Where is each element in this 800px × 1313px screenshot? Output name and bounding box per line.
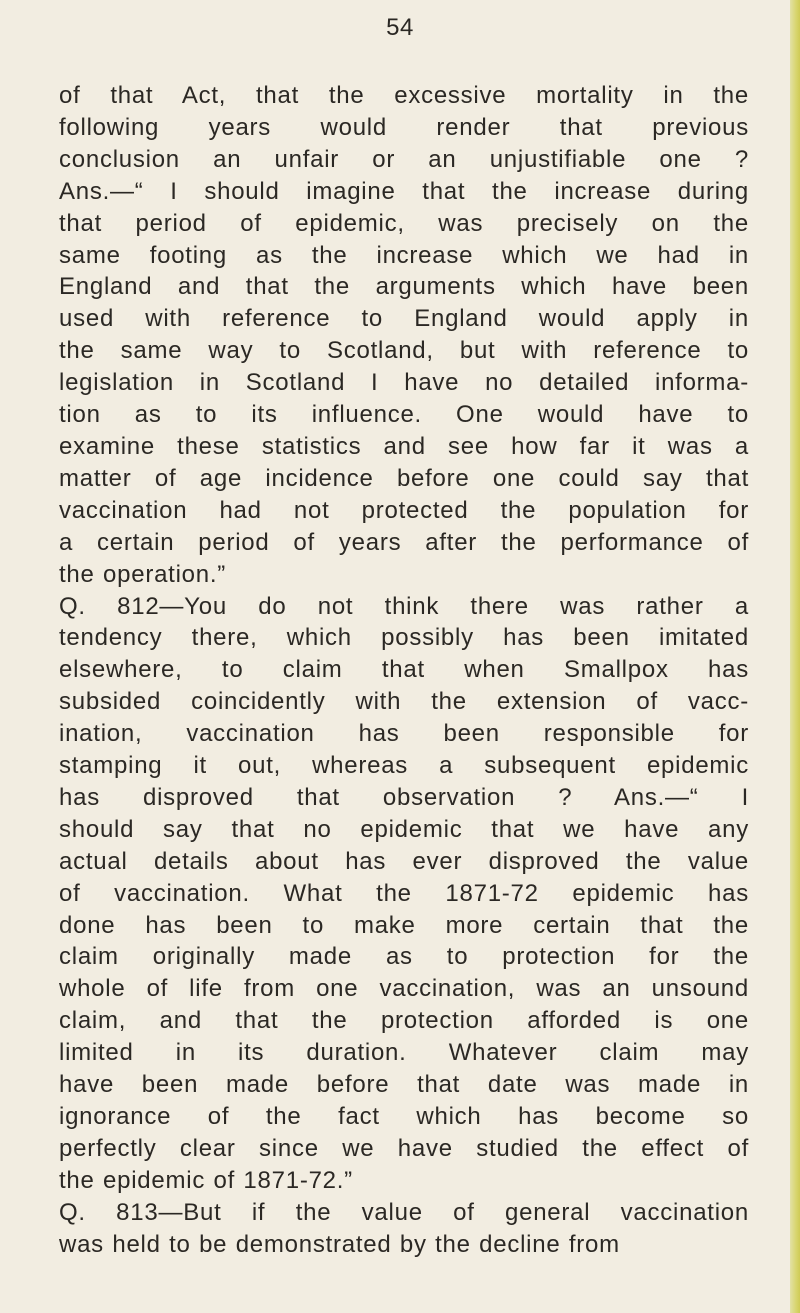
text-line: ination, vaccination has been responsible for: [59, 720, 749, 748]
text-line: matter of age incidence before one could say that: [59, 464, 749, 492]
text-line: conclusion an unfair or an unjustifiable one ?: [59, 145, 749, 173]
text-line: following years would render that previous: [59, 113, 749, 141]
text-line: examine these statistics and see how far it was a: [59, 432, 749, 460]
text-line: England and that the arguments which have been: [59, 273, 749, 301]
text-line: limited in its duration. Whatever claim may: [59, 1039, 749, 1067]
text-line: that period of epidemic, was precisely on the: [59, 209, 749, 237]
page-edge: [790, 0, 800, 1313]
text-line: Ans.—“ I should imagine that the increase during: [59, 177, 749, 205]
text-line: vaccination had not protected the population for: [59, 496, 749, 524]
text-line: subsided coincidently with the extension of vacc-: [59, 688, 749, 716]
text-line: claim, and that the protection afforded is one: [59, 1007, 749, 1035]
text-line: Q. 813—But if the value of general vaccination: [59, 1198, 749, 1226]
text-line: legislation in Scotland I have no detailed informa-: [59, 369, 749, 397]
text-line: tendency there, which possibly has been imitated: [59, 624, 749, 652]
text-line: the same way to Scotland, but with reference to: [59, 337, 749, 365]
text-line: done has been to make more certain that the: [59, 911, 749, 939]
text-line: was held to be demonstrated by the decline from: [59, 1230, 620, 1258]
text-line: the operation.”: [59, 560, 227, 588]
text-line: a certain period of years after the performance of: [59, 528, 749, 556]
text-line: same footing as the increase which we had in: [59, 241, 749, 269]
text-line: actual details about has ever disproved the value: [59, 847, 749, 875]
body-text: [59, 80, 749, 1261]
text-line: should say that no epidemic that we have any: [59, 815, 749, 843]
text-line: stamping it out, whereas a subsequent epidemic: [59, 752, 749, 780]
text-line: whole of life from one vaccination, was an unsound: [59, 975, 749, 1003]
text-line: perfectly clear since we have studied the effect of: [59, 1134, 749, 1162]
text-line: tion as to its influence. One would have to: [59, 401, 749, 429]
text-line: Q. 812—You do not think there was rather a: [59, 592, 749, 620]
text-line: of vaccination. What the 1871-72 epidemic has: [59, 879, 749, 907]
text-line: elsewhere, to claim that when Smallpox has: [59, 656, 749, 684]
text-line: the epidemic of 1871-72.”: [59, 1166, 353, 1194]
text-line: of that Act, that the excessive mortality in the: [59, 82, 749, 109]
text-line: ignorance of the fact which has become so: [59, 1103, 749, 1130]
text-line: has disproved that observation ? Ans.—“ I: [59, 783, 749, 811]
text-line: used with reference to England would apply in: [59, 305, 749, 333]
text-line: have been made before that date was made in: [59, 1071, 749, 1099]
page-number: 54: [386, 14, 414, 41]
text-line: claim originally made as to protection for the: [59, 943, 749, 971]
